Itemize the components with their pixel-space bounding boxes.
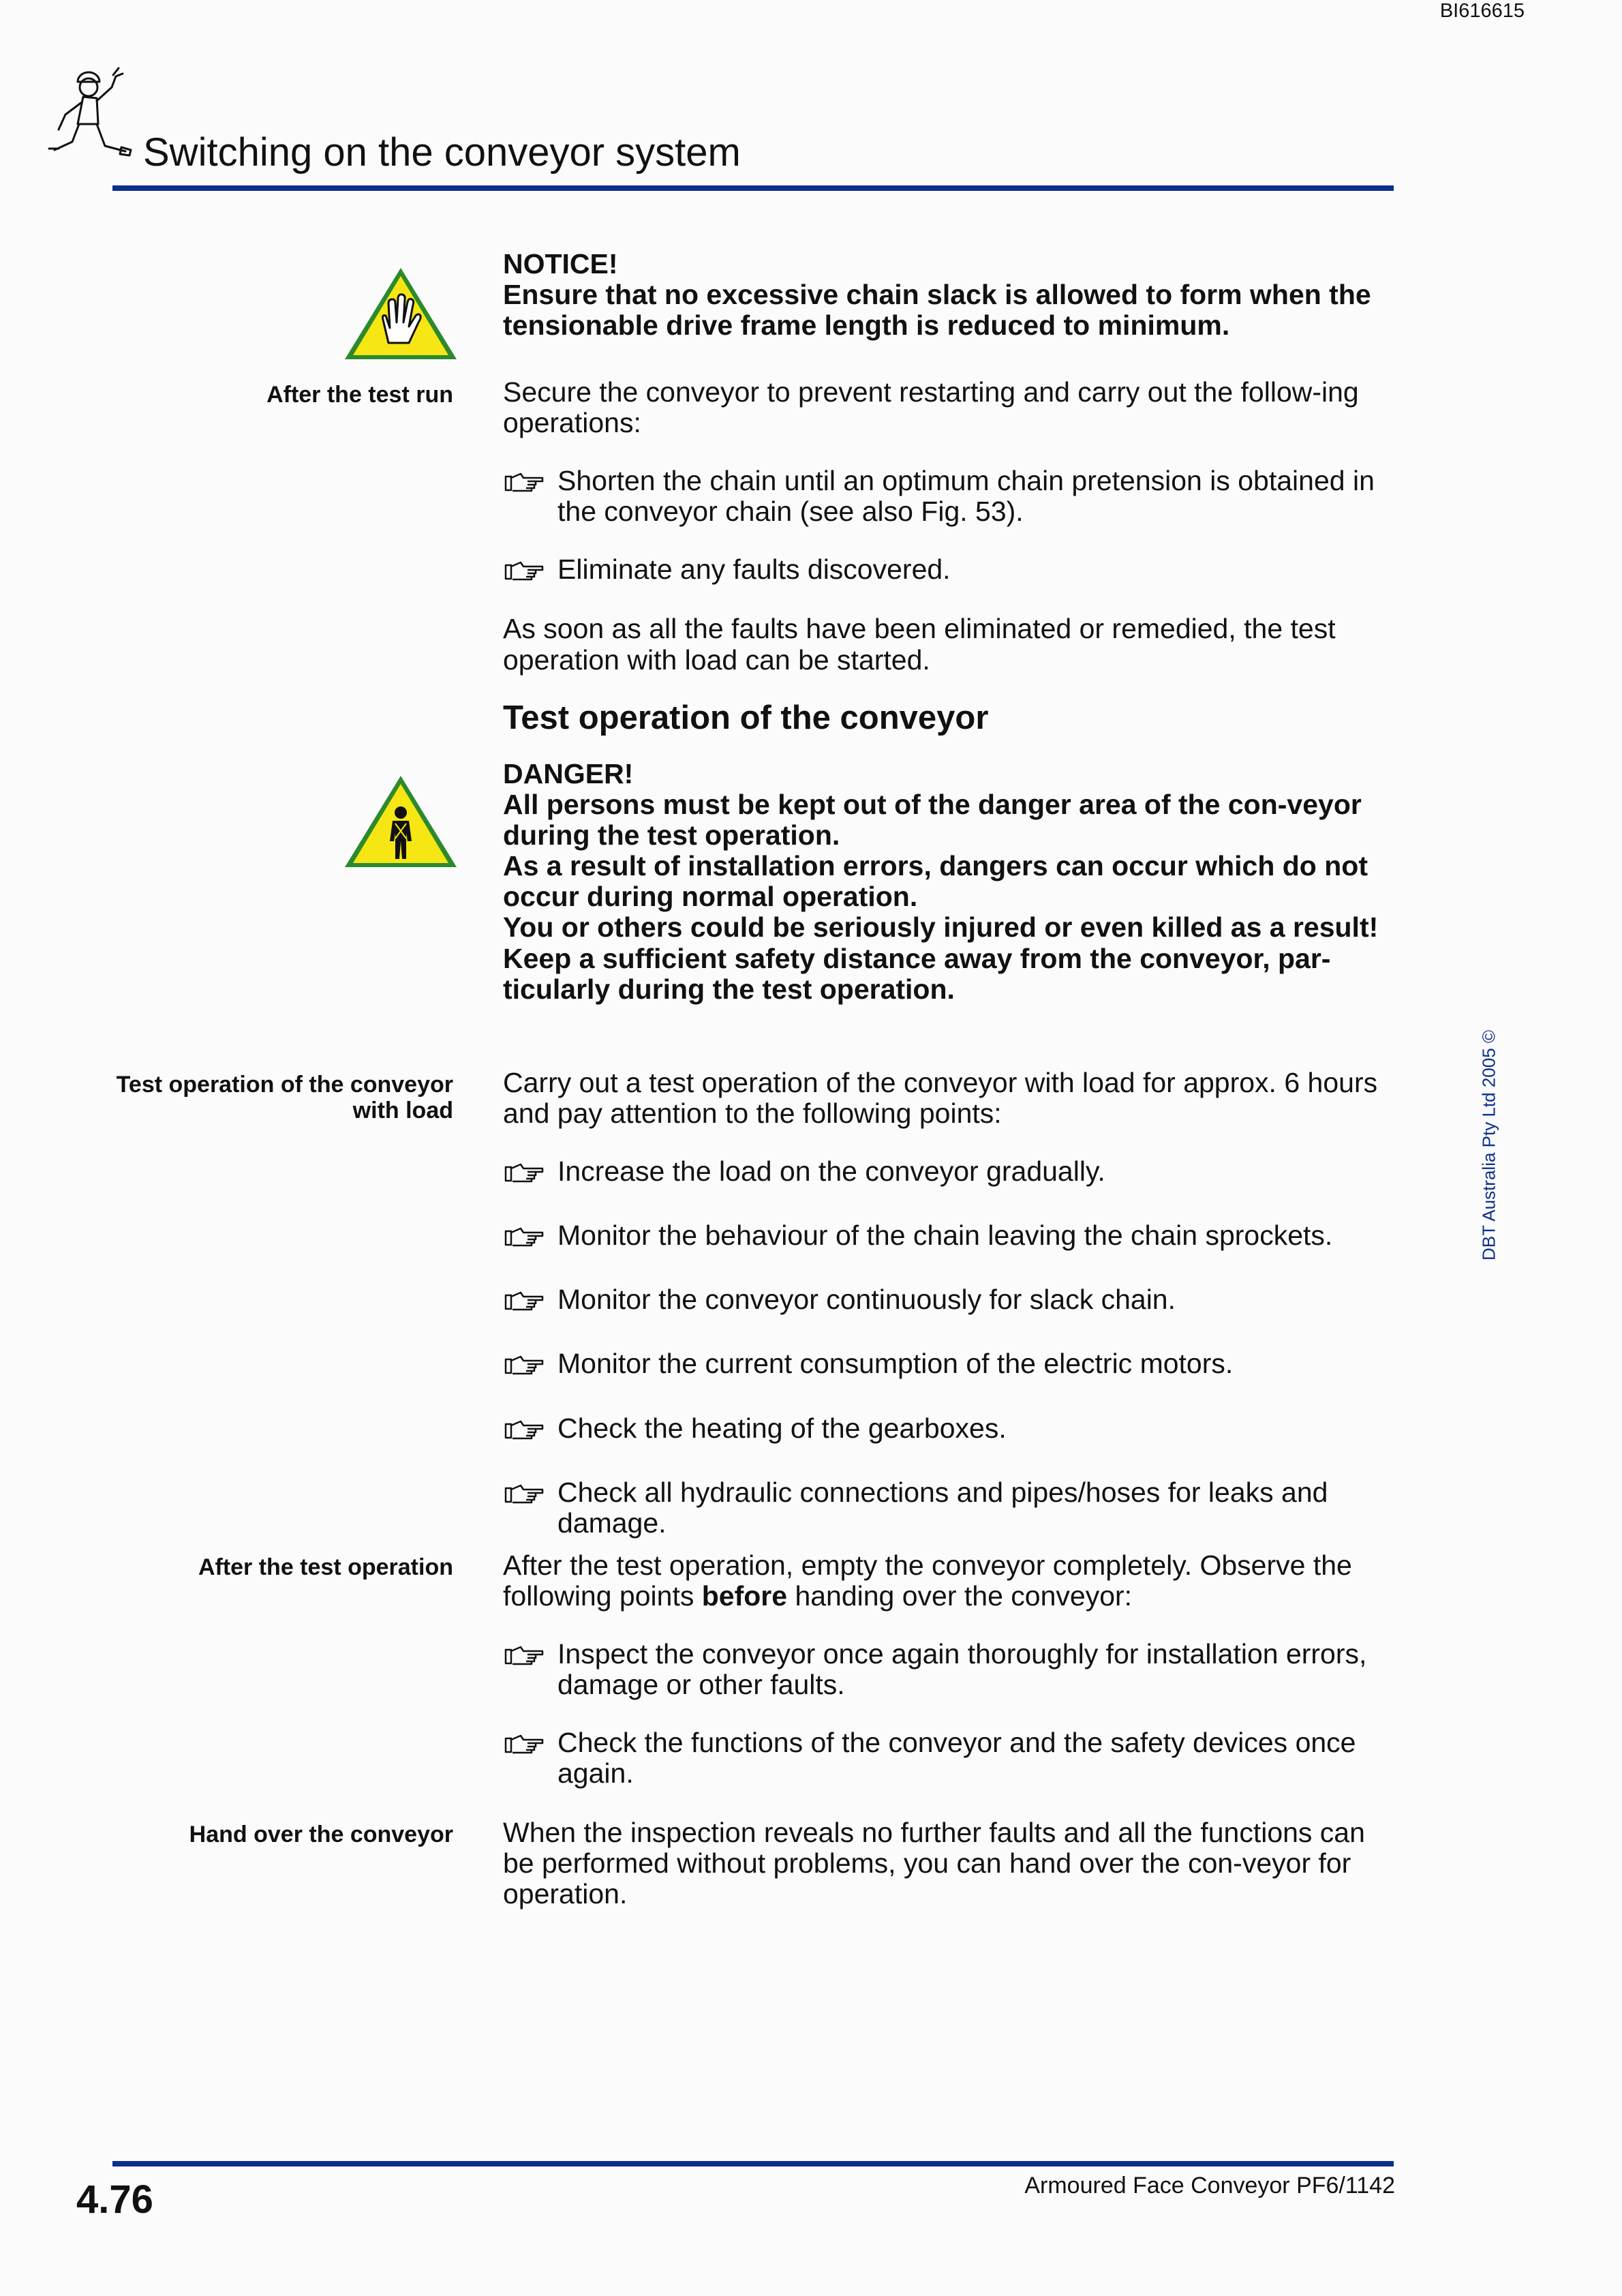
margin-label-after-test-run: After the test run	[266, 382, 453, 408]
pointing-hand-icon	[503, 1413, 557, 1447]
bullet-text: Increase the load on the conveyor gradually.	[557, 1155, 1105, 1188]
list-item	[503, 1348, 1396, 1382]
after-test-run-section	[503, 377, 1396, 676]
margin-label-after-test-operation: After the test operation	[198, 1554, 453, 1580]
list-item	[503, 466, 1396, 527]
pointing-hand-icon	[503, 1348, 557, 1382]
list-item	[503, 1220, 1396, 1254]
pointing-hand-icon	[503, 554, 557, 588]
danger-line: All persons must be kept out of the danger area of the con-veyor during the test operation.	[503, 789, 1362, 851]
test-with-load-section	[503, 1068, 1396, 1539]
pointing-hand-icon	[503, 1477, 557, 1539]
document-id: BI616615	[1439, 0, 1525, 22]
header-rule	[112, 185, 1394, 191]
copyright-note	[1472, 1023, 1506, 1268]
pointing-hand-icon	[503, 1284, 557, 1318]
margin-label-line: Test operation of the conveyor	[116, 1072, 453, 1098]
pointing-hand-icon	[503, 466, 557, 527]
pointing-hand-icon	[503, 1727, 557, 1789]
copyright-text: DBT Australia Pty Ltd 2005 ©	[1478, 1029, 1499, 1261]
bullet-text: Monitor the behaviour of the chain leaving the chain sprockets.	[557, 1220, 1333, 1252]
margin-label-hand-over: Hand over the conveyor	[189, 1822, 453, 1847]
list-item	[503, 1477, 1396, 1539]
footer-rule	[112, 2161, 1394, 2166]
page-title: Switching on the conveyor system	[143, 130, 741, 175]
pointing-hand-icon	[503, 1639, 557, 1700]
bullet-text: Monitor the current consumption of the electric motors.	[557, 1348, 1234, 1380]
margin-label-line: with load	[352, 1098, 453, 1124]
warning-hand-icon	[341, 262, 461, 365]
list-item	[503, 1156, 1396, 1190]
list-item	[503, 1727, 1396, 1789]
warning-person-icon	[341, 770, 461, 873]
notice-heading: NOTICE!	[503, 248, 618, 280]
margin-label-test-with-load	[31, 1072, 453, 1123]
danger-line: You or others could be seriously injured or even killed as a result!	[503, 911, 1379, 943]
after-test-operation-section	[503, 1550, 1396, 1789]
bullet-text: Monitor the conveyor continuously for slack chain.	[557, 1284, 1176, 1316]
intro-text: handing over the conveyor:	[787, 1580, 1133, 1612]
intro-text: After the test operation, empty the conveyor completely. Observe the following points	[503, 1550, 1352, 1612]
pointing-hand-icon	[503, 1156, 557, 1190]
notice-block	[503, 249, 1396, 341]
danger-line: As a result of installation errors, dangers can occur which do not occur during normal operation.	[503, 850, 1368, 913]
notice-text: Ensure that no excessive chain slack is allowed to form when the tensionable drive frame length is reduced to minimum.	[503, 279, 1371, 342]
page-number: 4.76	[76, 2177, 153, 2222]
after-test-operation-intro	[503, 1550, 1396, 1612]
danger-heading: DANGER!	[503, 758, 634, 789]
bullet-text: Check all hydraulic connections and pipes/hoses for leaks and damage.	[557, 1476, 1328, 1539]
bullet-text: Eliminate any faults discovered.	[557, 554, 951, 586]
list-item	[503, 1639, 1396, 1700]
pointing-hand-icon	[503, 1220, 557, 1254]
list-item	[503, 1413, 1396, 1447]
bullet-text: Check the heating of the gearboxes.	[557, 1412, 1007, 1444]
danger-block	[503, 759, 1396, 1005]
hand-over-text: When the inspection reveals no further faults and all the functions can be performed without problems, you can hand over the con-veyor for operation.	[503, 1817, 1365, 1910]
section-heading: Test operation of the conveyor	[503, 699, 989, 736]
intro-emphasis: before	[701, 1580, 788, 1612]
bullet-text: Check the functions of the conveyor and the safety devices once again.	[557, 1727, 1356, 1789]
worker-mascot-icon	[45, 61, 140, 170]
after-test-run-outro: As soon as all the faults have been eliminated or remedied, the test operation with load can be started.	[503, 613, 1336, 676]
test-with-load-intro: Carry out a test operation of the conveyor with load for approx. 6 hours and pay attention to the following points:	[503, 1067, 1378, 1130]
list-item	[503, 1284, 1396, 1318]
danger-line: Keep a sufficient safety distance away from the conveyor, par-ticularly during the test operation.	[503, 942, 1331, 1005]
bullet-text: Inspect the conveyor once again thoroughly for installation errors, damage or other faults.	[557, 1638, 1367, 1701]
bullet-text: Shorten the chain until an optimum chain pretension is obtained in the conveyor chain (see also Fig. 53).	[557, 465, 1375, 528]
after-test-run-intro: Secure the conveyor to prevent restarting and carry out the follow-ing operations:	[503, 376, 1359, 439]
footer-document-title: Armoured Face Conveyor PF6/1142	[1024, 2173, 1395, 2199]
list-item	[503, 554, 1396, 588]
